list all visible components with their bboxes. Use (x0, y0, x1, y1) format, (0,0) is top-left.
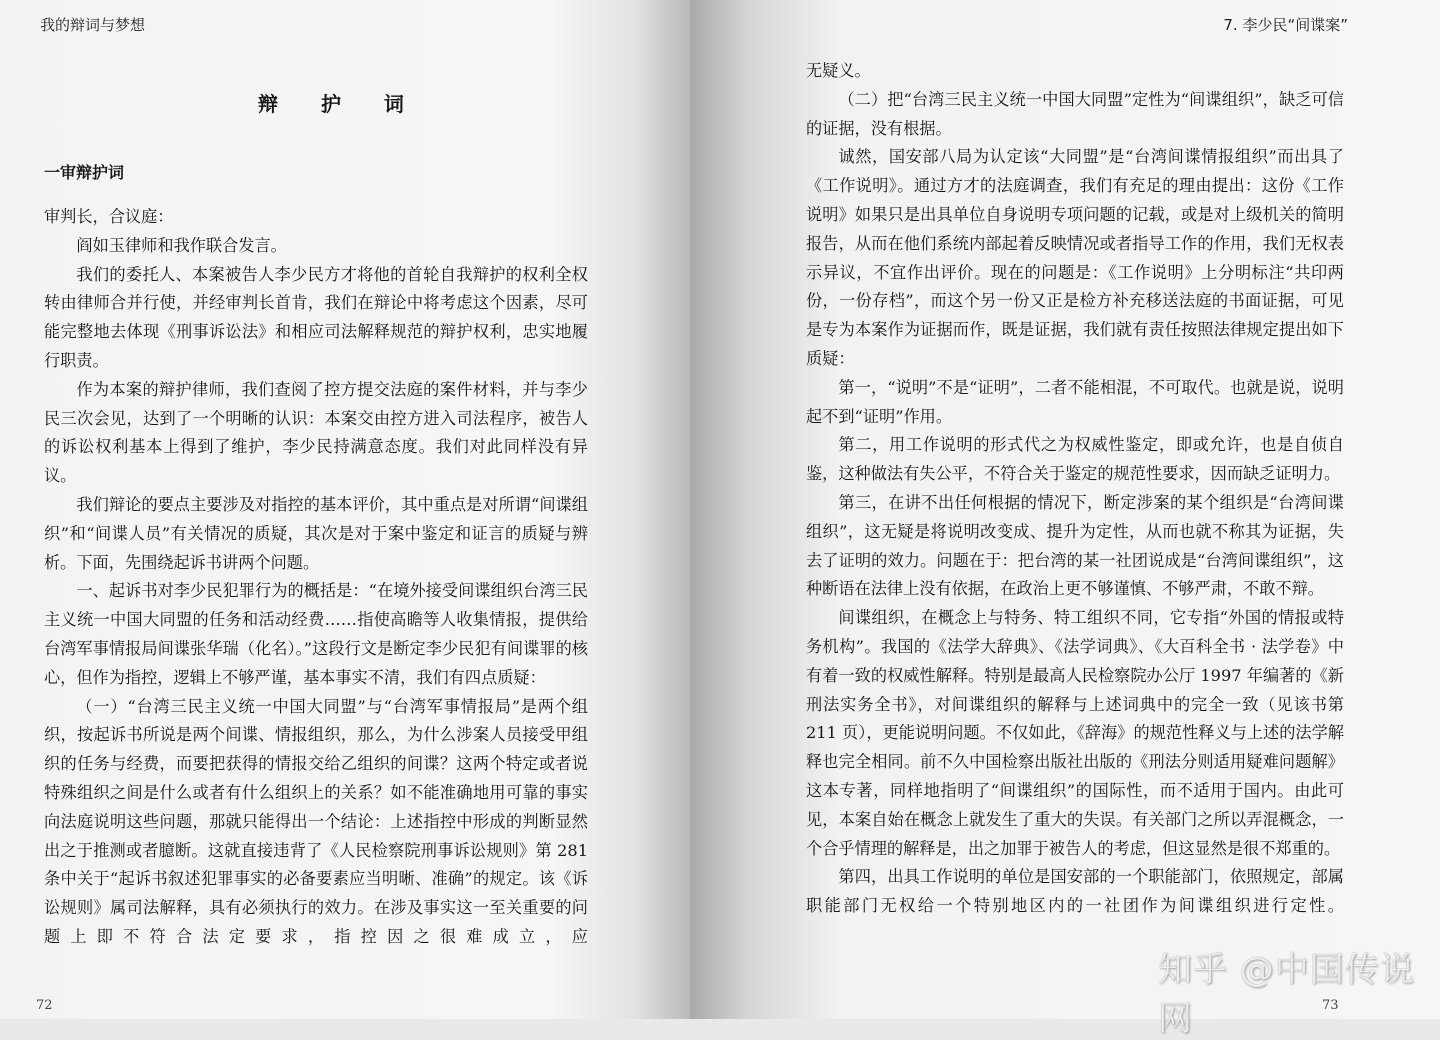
paragraph: 第四，出具工作说明的单位是国安部的一个职能部门，依照规定，部属职能部门无权给一个特别地区内的一社团作为间谍组织进行定性。 (806, 867, 1344, 916)
left-page-body (44, 203, 588, 952)
paragraph: （二）把“台湾三民主义统一中国大同盟”定性为“间谍组织”，缺乏可信的证据，没有根据。 (806, 89, 1344, 138)
paragraph: 作为本案的辩护律师，我们查阅了控方提交法庭的案件材料，并与李少民三次会见，达到了一个明晰的认识：本案交由控方进入司法程序，被告人的诉讼权利基本上得到了维护，李少民持满意态度。我们对此同样没有异议。 (44, 379, 588, 486)
left-running-head: 我的辩词与梦想 (40, 16, 146, 34)
right-running-head: 7. 李少民“间谍案” (1223, 16, 1348, 34)
right-page-number: 73 (1322, 998, 1339, 1013)
section-subheading: 一审辩护词 (44, 163, 125, 182)
paragraph: 我们的委托人、本案被告人李少民方才将他的首轮自我辩护的权利全权转由律师合并行使，并经审判长首肯，我们在辩论中将考虑这个因素，尽可能完整地去体现《刑事诉讼法》和相应司法解释规范的辩护权利，忠实地履行职责。 (44, 264, 588, 370)
right-page-body (806, 57, 1344, 921)
paragraph: 审判长，合议庭： (44, 207, 174, 226)
paragraph: 阎如玉律师和我作联合发言。 (76, 235, 287, 255)
paragraph: 一、起诉书对李少民犯罪行为的概括是：“在境外接受间谍组织台湾三民主义统一中国大同盟的任务和活动经费……指使高瞻等人收集情报，提供给台湾军事情报局间谍张华瑞（化名）。”这段行文是断定李少民犯有间谍罪的核心，但作为指控，逻辑上不够严谨，基本事实不清，我们有四点质疑： (44, 581, 588, 687)
watermark: 知乎 @中国传说网 (1158, 950, 1415, 1039)
paragraph: 无疑义。 (806, 61, 871, 80)
paragraph: 第三，在讲不出任何根据的情况下，断定涉案的某个组织是“台湾间谍组织”，这无疑是将说明改变成、提升为定性，从而也就不称其为证据，失去了证明的效力。问题在于：把台湾的某一社团说成是“台湾间谍组织”，这种断语在法律上没有依据，在政治上更不够谨慎、不够严肃，不敢不辩。 (806, 492, 1344, 599)
paragraph: 间谍组织，在概念上与特务、特工组织不同，它专指“外国的情报或特务机构”。我国的《法学大辞典》、《法学词典》、《大百科全书 · 法学卷》中有着一致的权威性解释。特别是最高人民检察院办公厅 1997 年编著的《新刑法实务全书》，对间谍组织的解释与上述词典中的完全一致（见该书第 211 页），更能说明问题。不仅如此，《辞海》的规范性释义与上述的法学解释也完全相同。前不久中国检察出版社出版的《刑法分则适用疑难问题解》这本专著，同样地指明了“间谍组织”的国际性，而不适用于国内。由此可见，本案自始在概念上就发生了重大的失误。有关部门之所以弄混概念，一个合乎情理的解释是，出之加罪于被告人的考虑，但这显然是很不郑重的。 (806, 608, 1344, 858)
paragraph: 第一，“说明”不是“证明”，二者不能相混，不可取代。也就是说，说明起不到“证明”作用。 (806, 377, 1344, 426)
document-title: 辩 护 词 (258, 92, 422, 116)
paragraph: （一）“台湾三民主义统一中国大同盟”与“台湾军事情报局”是两个组织，按起诉书所说是两个间谍、情报组织，那么，为什么涉案人员接受甲组织的任务与经费，而要把获得的情报交给乙组织的间谍？这两个特定或者说特殊组织之间是什么或者有什么组织上的关系？如不能准确地用可靠的事实向法庭说明这些问题，那就只能得出一个结论：上述指控中形成的判断显然出之于推测或者臆断。这就直接违背了《人民检察院刑事诉讼规则》第 281 条中关于“起诉书叙述犯罪事实的必备要素应当明晰、准确”的规定。该《诉讼规则》属司法解释，具有必须执行的效力。在涉及事实这一至关重要的问题上即不符合法定要求，指控因之很难成立，应 (44, 696, 588, 946)
left-page (0, 0, 690, 1019)
paragraph: 我们辩论的要点主要涉及对指控的基本评价，其中重点是对所谓“间谍组织”和“间谍人员”有关情况的质疑，其次是对于案中鉴定和证言的质疑与辨析。下面，先围绕起诉书讲两个问题。 (44, 494, 588, 572)
paragraph: 诚然，国安部八局为认定该“大同盟”是“台湾间谍情报组织”而出具了《工作说明》。通过方才的法庭调查，我们有充足的理由提出：这份《工作说明》如果只是出具单位自身说明专项问题的记载，或是对上级机关的简明报告，从而在他们系统内部起着反映情况或者指导工作的作用，我们无权表示异议，不宜作出评价。现在的问题是：《工作说明》上分明标注“共印两份，一份存档”，而这个另一份又正是检方补充移送法庭的书面证据，可见是专为本案作为证据而作，既是证据，我们就有责任按照法律规定提出如下质疑： (806, 147, 1344, 368)
paragraph: 第二，用工作说明的形式代之为权威性鉴定，即或允许，也是自侦自鉴，这种做法有失公平，不符合关于鉴定的规范性要求，因而缺乏证明力。 (806, 435, 1344, 484)
left-page-number: 72 (36, 998, 53, 1013)
